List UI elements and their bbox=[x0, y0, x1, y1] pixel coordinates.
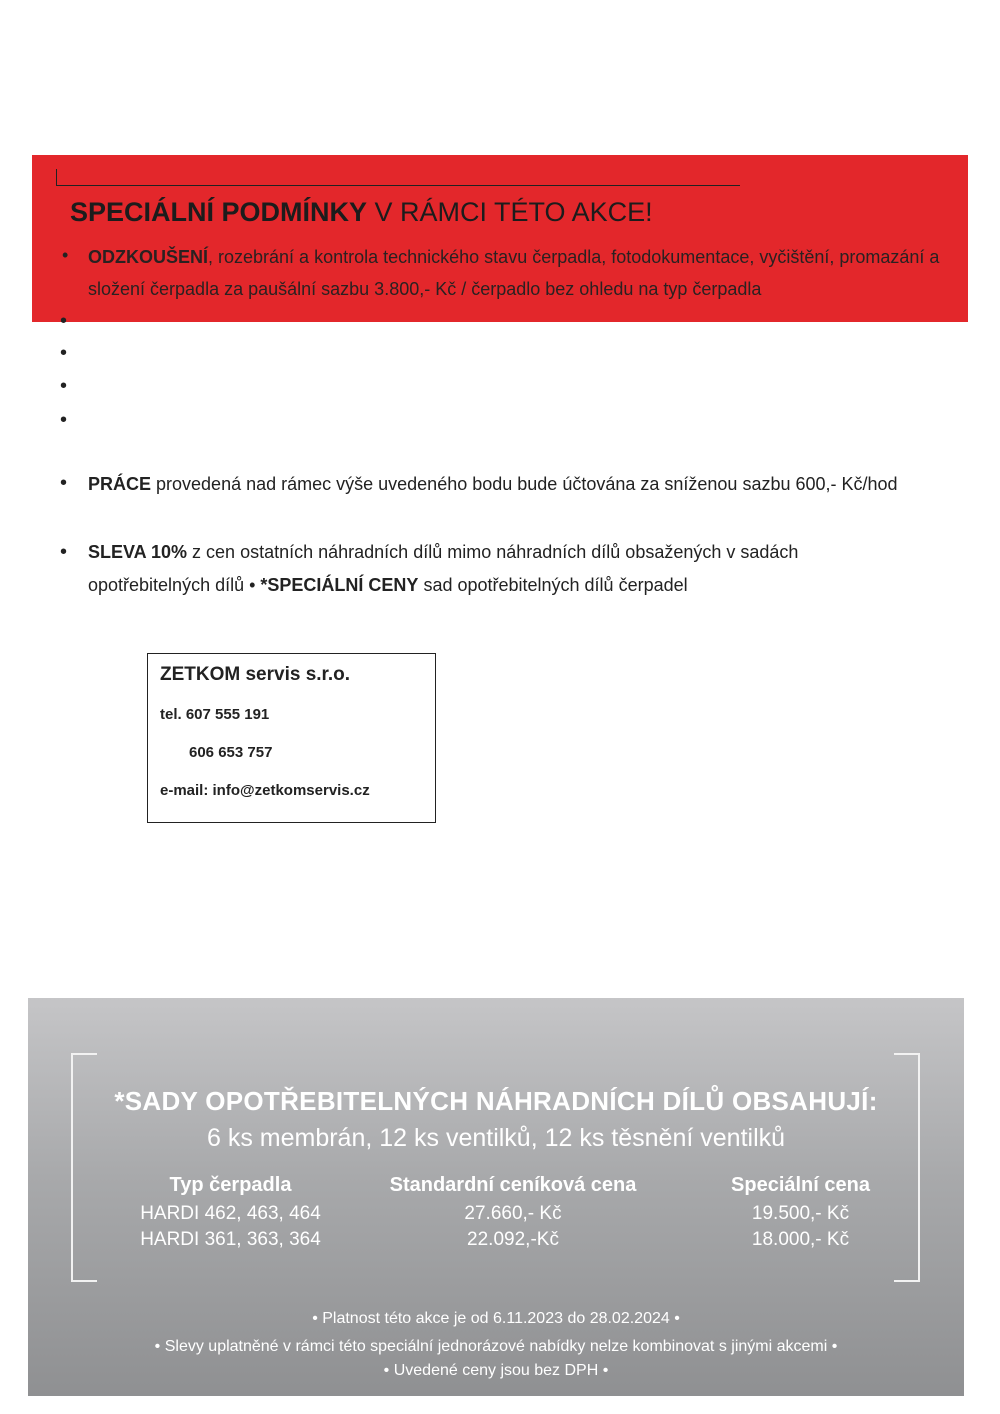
labor-label: PRÁCE bbox=[88, 474, 152, 494]
labor-text: provedená nad rámec výše uvedeného bodu bude účtována za sníženou sazbu 600,- Kč/hod bbox=[151, 474, 898, 494]
pump-type-column bbox=[98, 1174, 363, 1253]
bullet-icon: • bbox=[60, 541, 68, 563]
standard-price-column bbox=[363, 1174, 663, 1253]
vat-note: • Uvedené ceny jsou bez DPH • bbox=[383, 1362, 609, 1379]
testing-text: , rozebrání a kontrola technického stavu čerpadla, fotodokumentace, vyčištění, promazání a složení čerpadla za paušální sazbu 3.800,- Kč / čerpadlo bez ohledu na typ čerpadla bbox=[88, 247, 940, 299]
special-price-cell: 18.000,- Kč bbox=[751, 1229, 850, 1250]
special-prices-label: *SPECIÁLNÍ CENY bbox=[260, 575, 419, 595]
special-price-cell: 19.500,- Kč bbox=[751, 1203, 850, 1224]
pump-type-cell: HARDI 462, 463, 464 bbox=[140, 1203, 321, 1224]
banner-title-bold: SPECIÁLNÍ PODMÍNKY bbox=[70, 197, 368, 227]
company-name: ZETKOM servis s.r.o. bbox=[160, 664, 351, 685]
special-conditions-banner bbox=[32, 155, 968, 322]
email: e-mail: info@zetkomservis.cz bbox=[160, 782, 370, 799]
pump-type-header: Typ čerpadla bbox=[169, 1174, 292, 1196]
banner-title bbox=[70, 197, 653, 228]
special-price-header: Speciální cena bbox=[731, 1174, 870, 1196]
banner-title-rest: V RÁMCI TÉTO AKCE! bbox=[367, 197, 653, 227]
phone-1: tel. 607 555 191 bbox=[160, 706, 270, 723]
pump-type-cell: HARDI 361, 363, 364 bbox=[140, 1229, 321, 1250]
discount-label: SLEVA 10% bbox=[88, 542, 188, 562]
special-price-column bbox=[688, 1174, 913, 1253]
empty-bullet-icon: • bbox=[60, 310, 68, 332]
bullet-icon: • bbox=[62, 245, 69, 265]
empty-bullet-icon: • bbox=[60, 409, 68, 431]
phone-2: 606 653 757 bbox=[189, 744, 273, 761]
no-combination-note: • Slevy uplatněné v rámci této speciální jednorázové nabídky nelze kombinovat s jinými akcemi • bbox=[154, 1338, 838, 1355]
validity-note: • Platnost této akce je od 6.11.2023 do 28.02.2024 • bbox=[312, 1310, 680, 1327]
standard-price-cell: 22.092,-Kč bbox=[467, 1229, 559, 1250]
decorative-rule-tick bbox=[56, 169, 57, 186]
standard-price-header: Standardní ceníková cena bbox=[389, 1174, 637, 1196]
discount-text: z cen ostatních náhradních dílů mimo náhradních dílů obsažených v sadách opotřebitelných dílů • bbox=[88, 542, 799, 595]
testing-label: ODZKOUŠENÍ bbox=[88, 247, 209, 267]
contact-box bbox=[147, 653, 436, 823]
testing-condition bbox=[88, 241, 948, 305]
sets-contents: 6 ks membrán, 12 ks ventilků, 12 ks těsnění ventilků bbox=[206, 1124, 786, 1152]
special-prices-text: sad opotřebitelných dílů čerpadel bbox=[418, 575, 688, 595]
labor-item bbox=[88, 468, 908, 501]
sets-heading: *SADY OPOTŘEBITELNÝCH NÁHRADNÍCH DÍLŮ OBSAHUJÍ: bbox=[114, 1086, 878, 1116]
empty-bullet-icon: • bbox=[60, 375, 68, 397]
discount-item bbox=[88, 536, 908, 602]
wear-parts-sets-panel bbox=[28, 998, 964, 1396]
bullet-icon: • bbox=[60, 472, 68, 494]
standard-price-cell: 27.660,- Kč bbox=[464, 1203, 562, 1224]
decorative-rule bbox=[56, 185, 740, 186]
empty-bullet-icon: • bbox=[60, 342, 68, 364]
